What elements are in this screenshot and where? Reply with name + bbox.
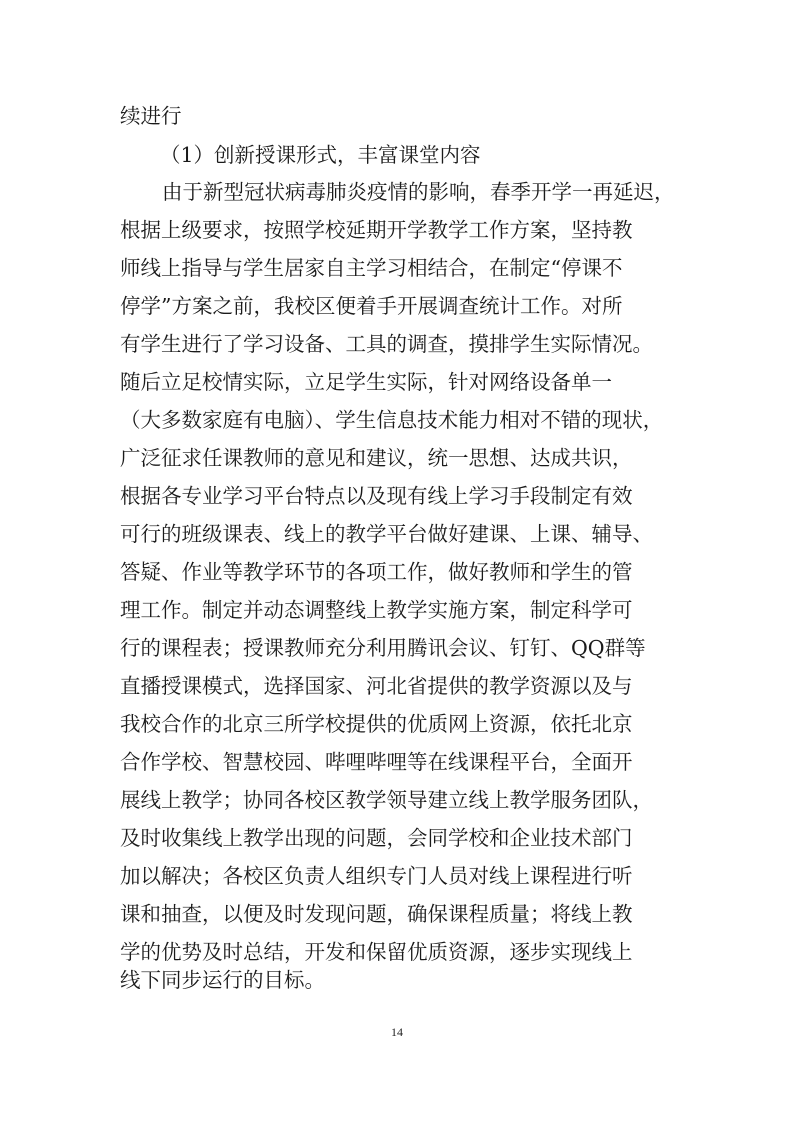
paragraph-line: 合作学校、智慧校园、哔哩哔哩等在线课程平台，全面开 — [120, 750, 633, 774]
paragraph-line: 学的优势及时总结，开发和保留优质资源，逐步实现线上 — [120, 940, 633, 964]
section-heading: （1）创新授课形式，丰富课堂内容 — [160, 143, 481, 167]
paragraph-line: 我校合作的北京三所学校提供的优质网上资源，依托北京 — [120, 712, 633, 736]
page-number: 14 — [391, 1025, 403, 1039]
paragraph-line-last: 线下同步运行的目标。 — [120, 968, 325, 992]
paragraph-line: 由于新型冠状病毒肺炎疫情的影响，春季开学一再延迟， — [162, 180, 675, 204]
paragraph-line: 及时收集线上教学出现的问题，会同学校和企业技术部门 — [120, 826, 633, 850]
paragraph-line: 直播授课模式，选择国家、河北省提供的教学资源以及与 — [120, 674, 633, 698]
paragraph-line: 根据各专业学习平台特点以及现有线上学习手段制定有效 — [120, 484, 633, 508]
paragraph-line: 停学”方案之前，我校区便着手开展调查统计工作。对所 — [120, 294, 623, 318]
paragraph-line: 广泛征求任课教师的意见和建议，统一思想、达成共识， — [120, 446, 633, 470]
paragraph-line: 答疑、作业等教学环节的各项工作，做好教师和学生的管 — [120, 560, 633, 584]
paragraph-line: 展线上教学；协同各校区教学领导建立线上教学服务团队， — [120, 788, 653, 812]
paragraph-line: 可行的班级课表、线上的教学平台做好建课、上课、辅导、 — [120, 522, 653, 546]
paragraph-line: 师线上指导与学生居家自主学习相结合，在制定“停课不 — [120, 256, 623, 280]
text-line-continuation: 续进行 — [120, 104, 182, 128]
paragraph-line: 有学生进行了学习设备、工具的调查，摸排学生实际情况。 — [120, 332, 653, 356]
paragraph-line: 理工作。制定并动态调整线上教学实施方案，制定科学可 — [120, 598, 633, 622]
paragraph-line: 课和抽查，以便及时发现问题，确保课程质量；将线上教 — [120, 902, 633, 926]
paragraph-line: （大多数家庭有电脑）、学生信息技术能力相对不错的现状， — [120, 408, 664, 432]
paragraph-line: 加以解决；各校区负责人组织专门人员对线上课程进行听 — [120, 864, 633, 888]
paragraph-line: 随后立足校情实际，立足学生实际，针对网络设备单一 — [120, 370, 612, 394]
paragraph-line: 行的课程表；授课教师充分利用腾讯会议、钉钉、QQ群等 — [120, 636, 646, 660]
paragraph-line: 根据上级要求，按照学校延期开学教学工作方案，坚持教 — [120, 218, 633, 242]
